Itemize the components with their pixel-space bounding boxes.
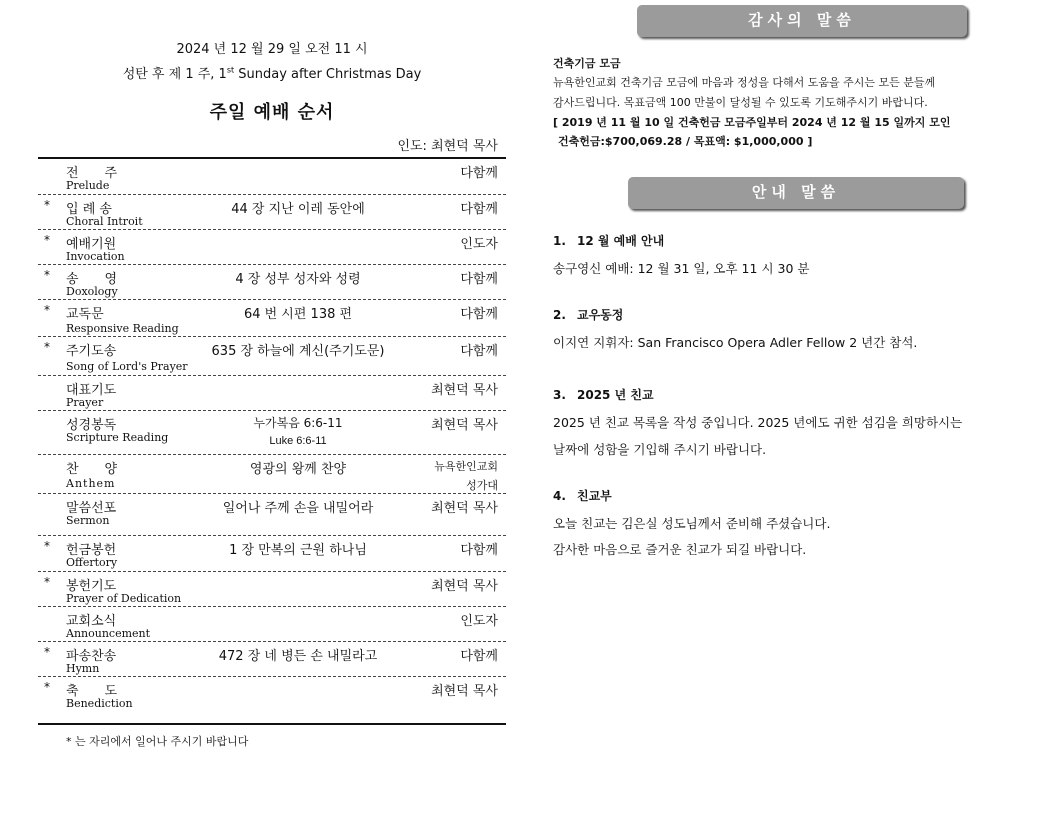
item-detail: 영광의 왕께 찬양: [249, 462, 347, 477]
order-row-lords-prayer: [38, 337, 506, 376]
order-row-announcement: [38, 607, 506, 642]
item-leader: 다함께: [460, 307, 498, 322]
item-name-ko: 예배기원: [66, 237, 117, 252]
item-leader: 다함께: [460, 272, 498, 287]
item-name-en: Doxology: [66, 285, 118, 298]
order-row-responsive: [38, 300, 506, 337]
item-name-ko: 교회소식: [66, 614, 117, 629]
item-leader: 최현덕 목사: [431, 383, 498, 398]
notice-heading-4: [553, 487, 612, 504]
item-leader: 다함께: [460, 649, 498, 664]
item-name-ko: 헌금봉헌: [66, 543, 117, 558]
stand-marker: *: [44, 680, 50, 694]
fund-period: [ 2019 년 11 월 10 일 건축헌금 모금주일부터 2024 년 12 월 15 일까지 모인: [553, 116, 951, 129]
item-leader: 다함께: [460, 202, 498, 217]
item-name-ko: 축 도: [66, 684, 118, 699]
service-date: 2024 년 12 월 29 일 오전 11 시: [176, 42, 368, 57]
order-row-anthem: [38, 455, 506, 494]
fund-text-2: 감사드립니다. 목표금액 100 만불이 달성될 수 있도록 기도해주시기 바랍니다.: [553, 96, 928, 109]
order-row-sermon: [38, 494, 506, 536]
item-detail: 4 장 성부 성자와 성령: [235, 272, 361, 287]
item-name-en: Scripture Reading: [66, 431, 169, 444]
notice-title: 친교부: [577, 489, 612, 503]
item-detail-en: Luke 6:6-11: [269, 435, 327, 447]
item-leader: 최현덕 목사: [431, 579, 498, 594]
notice-title: 교우동정: [577, 308, 624, 322]
notice-text: 감사한 마음으로 즐거운 친교가 되길 바랍니다.: [553, 542, 807, 557]
item-name-en: Offertory: [66, 556, 118, 569]
service-leader: 인도: 최현덕 목사: [397, 139, 498, 154]
item-detail: 472 장 네 병든 손 내밀라고: [218, 649, 378, 664]
notice-text: 날짜에 성함을 기입해 주시기 바랍니다.: [553, 442, 767, 457]
fund-text-1: 뉴욕한인교회 건축기금 모금에 마음과 정성을 다해서 도움을 주시는 모든 분들께: [553, 76, 936, 89]
stand-marker: *: [44, 539, 50, 553]
fund-total: 건축헌금:$700,069.28 / 목표액: $1,000,000 ]: [558, 135, 813, 148]
item-name-ko: 송 영: [66, 272, 118, 287]
order-row-hymn: [38, 642, 506, 677]
order-row-benediction: [38, 677, 506, 715]
stand-marker: *: [44, 645, 50, 659]
order-row-dedication: [38, 572, 506, 607]
item-leader: 인도자: [460, 237, 498, 252]
order-row-introit: [38, 195, 506, 230]
notice-heading-3: [553, 386, 654, 403]
order-row-invocation: [38, 230, 506, 265]
item-detail: 일어나 주께 손을 내밀어라: [222, 501, 374, 516]
item-detail: 64 번 시편 138 편: [243, 307, 353, 322]
order-row-scripture: [38, 411, 506, 455]
order-row-prayer: [38, 376, 506, 411]
item-name-en: Hymn: [66, 662, 100, 675]
thanks-banner: 감사의 말씀: [637, 5, 967, 37]
notice-number: 1.: [553, 234, 566, 248]
bottom-rule: [38, 723, 506, 725]
item-leader: 최현덕 목사: [431, 684, 498, 699]
stand-marker: *: [44, 268, 50, 282]
item-name-ko: 입 례 송: [66, 202, 112, 217]
item-name-ko: 교독문: [66, 307, 104, 322]
item-detail: 1 장 만복의 근원 하나님: [229, 543, 367, 558]
item-leader: 최현덕 목사: [431, 501, 498, 516]
item-leader-line2: 성가대: [466, 479, 498, 492]
order-row-doxology: [38, 265, 506, 300]
item-leader: 다함께: [460, 344, 498, 359]
notice-text: 이지연 지휘자: San Francisco Opera Adler Fellow 2 년간 참석.: [553, 335, 918, 350]
item-name-ko: 전 주: [66, 166, 118, 181]
item-detail: 635 장 하늘에 계신(주기도문): [211, 344, 385, 359]
item-leader: 다함께: [460, 166, 498, 181]
item-name-en: Benediction: [66, 697, 133, 710]
item-name-en: Anthem: [66, 477, 116, 490]
notice-number: 3.: [553, 388, 566, 402]
stand-note: * 는 자리에서 일어나 주시기 바랍니다: [66, 735, 249, 748]
notice-heading-2: [553, 306, 623, 323]
stand-marker: *: [44, 303, 50, 317]
fund-heading: 건축기금 모금: [553, 57, 621, 70]
notice-heading-1: [553, 232, 664, 249]
item-name-en: Invocation: [66, 250, 125, 263]
item-leader: 다함께: [460, 543, 498, 558]
order-row-offertory: [38, 536, 506, 572]
service-subtitle: [38, 63, 506, 82]
notice-number: 4.: [553, 489, 566, 503]
stand-marker: *: [44, 575, 50, 589]
item-name-ko: 찬 양: [66, 462, 118, 477]
item-detail: 44 장 지난 이레 동안에: [231, 202, 365, 217]
notices-banner: 안내 말씀: [628, 177, 964, 209]
item-name-ko: 말씀선포: [66, 501, 117, 516]
item-name-ko: 파송찬송: [66, 649, 117, 664]
item-name-en: Sermon: [66, 514, 110, 527]
notice-number: 2.: [553, 308, 566, 322]
item-name-en: Choral Introit: [66, 215, 143, 228]
subtitle-en: Sunday after Christmas Day: [234, 67, 422, 82]
item-name-en: Prelude: [66, 179, 110, 192]
notice-text: 송구영신 예배: 12 월 31 일, 오후 11 시 30 분: [553, 261, 810, 276]
page-title: 주일 예배 순서: [209, 102, 335, 123]
item-leader: 뉴욕한인교회: [434, 460, 498, 473]
item-name-ko: 봉헌기도: [66, 579, 117, 594]
notice-text: 2025 년 친교 목록을 작성 중입니다. 2025 년에도 귀한 섬김을 희망하시는: [553, 415, 963, 430]
order-list: [38, 159, 506, 715]
item-name-en: Song of Lord's Prayer: [66, 360, 188, 373]
stand-marker: *: [44, 340, 50, 354]
notice-title: 12 월 예배 안내: [577, 234, 665, 248]
stand-marker: *: [44, 198, 50, 212]
stand-marker: *: [44, 233, 50, 247]
item-name-ko: 주기도송: [66, 344, 117, 359]
item-name-en: Announcement: [66, 627, 151, 640]
item-name-en: Prayer of Dedication: [66, 592, 182, 605]
item-leader: 최현덕 목사: [431, 418, 498, 433]
item-leader: 인도자: [460, 614, 498, 629]
notice-title: 2025 년 친교: [577, 388, 654, 402]
item-detail: 누가복음 6:6-11: [253, 416, 343, 430]
item-name-ko: 성경봉독: [66, 418, 117, 433]
notice-text: 오늘 친교는 김은실 성도님께서 준비해 주셨습니다.: [553, 516, 831, 531]
order-row-prelude: [38, 159, 506, 195]
item-name-en: Responsive Reading: [66, 322, 179, 335]
item-name-ko: 대표기도: [66, 383, 117, 398]
subtitle-ko: 성탄 후 제 1 주, 1: [122, 67, 227, 82]
item-name-en: Prayer: [66, 396, 104, 409]
subtitle-sup: st: [226, 65, 235, 75]
